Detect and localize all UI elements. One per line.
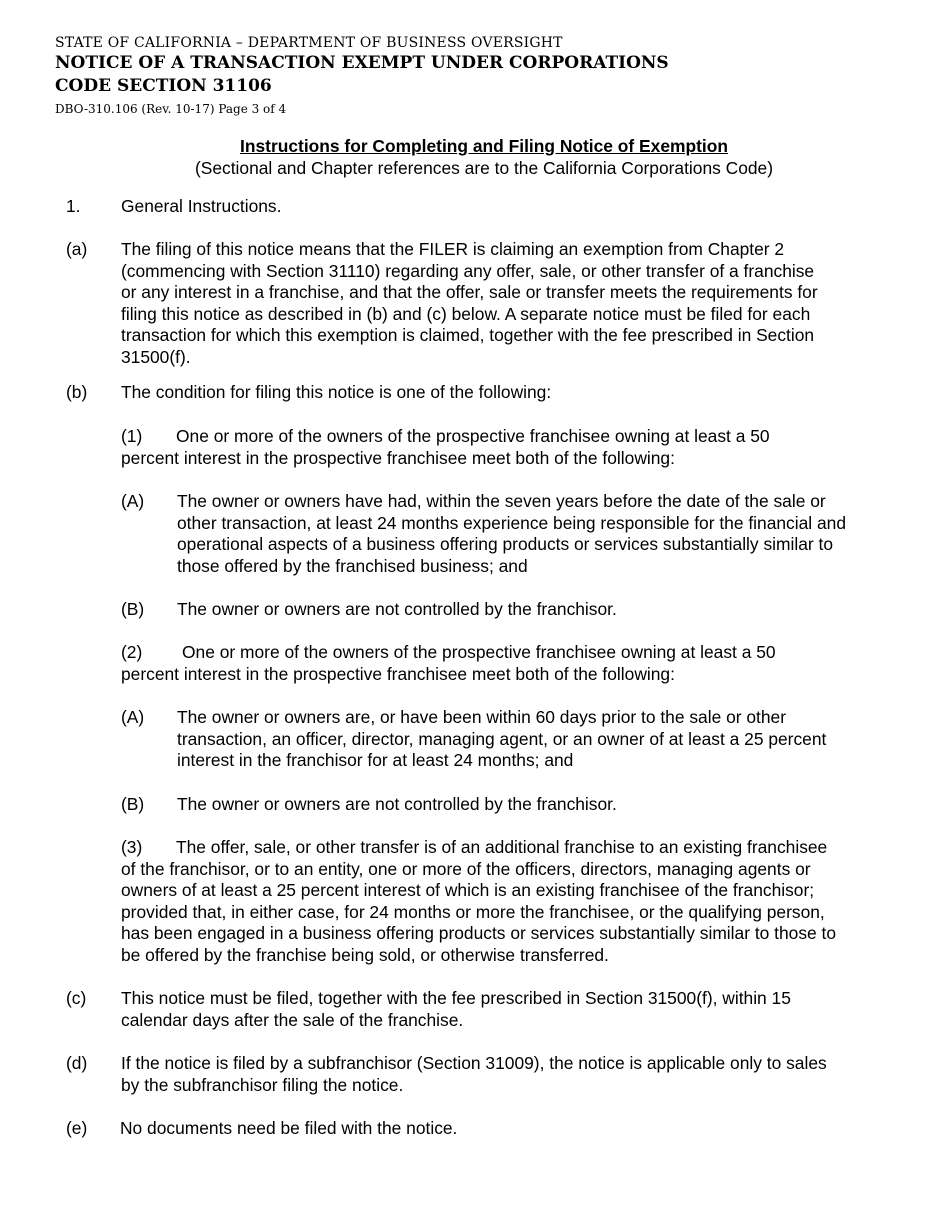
item-c-line: This notice must be filed, together with the fee prescribed in Section 31500(f), within 15 [121, 988, 791, 1008]
item-b3 [121, 837, 911, 966]
item-b2-line-1: One or more of the owners of the prospective franchisee owning at least a 50 [182, 642, 776, 662]
item-b1-line-1: One or more of the owners of the prospective franchisee owning at least a 50 [176, 426, 770, 446]
item-d-line: by the subfranchisor filing the notice. [121, 1074, 404, 1095]
item-a-line: filing this notice as described in (b) and (c) below. A separate notice must be filed for each [121, 303, 811, 324]
item-b1a-text [177, 491, 917, 577]
item-b3-line: has been engaged in a business offering products or services substantially similar to those to [121, 923, 837, 943]
item-c-label: (c) [66, 988, 87, 1008]
item-e-text: No documents need be filed with the notice. [120, 1118, 458, 1138]
item-b3-line: owners of at least a 25 percent interest of which is an existing franchisee of the franchisor; [121, 880, 815, 900]
form-title-line-1: NOTICE OF A TRANSACTION EXEMPT UNDER CORPORATIONS [55, 53, 669, 73]
item-b1 [121, 426, 901, 469]
item-b2 [121, 642, 901, 685]
instructions-subheading: (Sectional and Chapter references are to the California Corporations Code) [194, 158, 774, 178]
item-b1a-line: other transaction, at least 24 months experience being responsible for the financial and [177, 512, 846, 533]
item-b2-line-2: percent interest in the prospective franchisee meet both of the following: [121, 663, 675, 684]
item-b3-line: provided that, in either case, for 24 months or more the franchisee, or the qualifying person, [121, 901, 825, 922]
item-b3-label: (3) [121, 837, 143, 857]
item-a-line: transaction for which this exemption is claimed, together with the fee prescribed in Section [121, 325, 815, 345]
item-d-line: If the notice is filed by a subfranchisor (Section 31009), the notice is applicable only to sales [121, 1053, 827, 1073]
item-b2a-line: transaction, an officer, director, managing agent, or an owner of at least a 25 percent [177, 728, 827, 749]
item-b2a-line: interest in the franchisor for at least 24 months; and [177, 750, 574, 770]
item-b1-label: (1) [121, 426, 143, 446]
form-header [55, 34, 669, 118]
item-b3-line: of the franchisor, or to an entity, one or more of the officers, directors, managing agents or [121, 858, 811, 879]
item-b1b-label: (B) [121, 599, 145, 619]
agency-name: STATE OF CALIFORNIA – DEPARTMENT OF BUSINESS OVERSIGHT [55, 35, 563, 51]
item-b-label: (b) [66, 382, 88, 402]
item-c-text [121, 988, 901, 1031]
item-b2a-label: (A) [121, 707, 145, 727]
item-a-line: (commencing with Section 31110) regarding any offer, sale, or other transfer of a franchise [121, 260, 815, 281]
item-a-line: The filing of this notice means that the FILER is claiming an exemption from Chapter 2 [121, 239, 785, 259]
instructions-heading: Instructions for Completing and Filing Notice of Exemption [240, 136, 728, 156]
item-d-label: (d) [66, 1053, 88, 1073]
item-b1a-label: (A) [121, 491, 145, 511]
item-a-text [121, 239, 901, 368]
item-b3-line: be offered by the franchise being sold, or otherwise transferred. [121, 944, 609, 965]
form-id-and-page: DBO-310.106 (Rev. 10-17) Page 3 of 4 [55, 102, 287, 116]
item-a-line: 31500(f). [121, 346, 191, 367]
item-b2a-text [177, 707, 917, 772]
item-a-label: (a) [66, 239, 88, 259]
item-b1a-line: operational aspects of a business offering products or services substantially similar to [177, 534, 834, 554]
section-1-title: General Instructions. [121, 196, 282, 216]
item-d-text [121, 1053, 911, 1096]
item-b1a-line: those offered by the franchised business; and [177, 555, 528, 576]
item-b3-line-1: The offer, sale, or other transfer is of an additional franchise to an existing franchisee [176, 837, 828, 857]
item-b-text: The condition for filing this notice is one of the following: [121, 382, 552, 402]
item-b2b-label: (B) [121, 794, 145, 814]
item-b2a-line: The owner or owners are, or have been within 60 days prior to the sale or other [177, 707, 787, 727]
item-b1a-line: The owner or owners have had, within the seven years before the date of the sale or [177, 491, 826, 511]
item-b1b-text: The owner or owners are not controlled by the franchisor. [177, 599, 617, 619]
item-b1-line-2: percent interest in the prospective franchisee meet both of the following: [121, 447, 675, 468]
form-title-line-2: CODE SECTION 31106 [55, 76, 272, 96]
item-c-line: calendar days after the sale of the franchise. [121, 1009, 464, 1030]
item-b2b-text: The owner or owners are not controlled by the franchisor. [177, 794, 617, 814]
item-a-line: or any interest in a franchise, and that the offer, sale or transfer meets the requirements for [121, 282, 818, 302]
section-1-label: 1. [66, 196, 81, 216]
item-b2-label: (2) [121, 642, 143, 662]
item-e-label: (e) [66, 1118, 88, 1138]
